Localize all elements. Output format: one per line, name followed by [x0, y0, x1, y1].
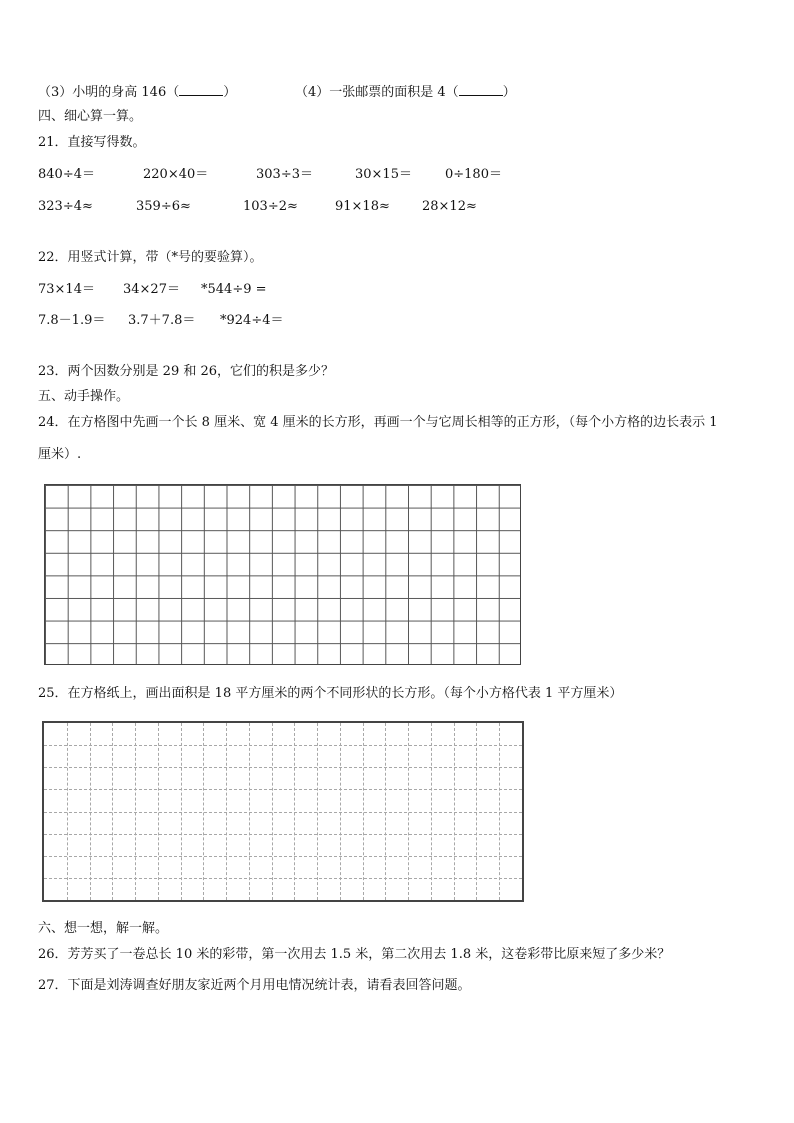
q21-r2-c5: 28×12≈: [422, 199, 477, 214]
grid-line-horizontal: [44, 767, 522, 768]
q21-r1-c3: 303÷3＝: [256, 167, 313, 182]
q25-text: 25．在方格纸上，画出面积是 18 平方厘米的两个不同形状的长方形。（每个小方格代表 1 平方厘米）: [38, 686, 623, 701]
q24-line2: 厘米）.: [38, 447, 82, 462]
q21-r1-c4: 30×15＝: [355, 167, 412, 182]
q22-r1-c2: 34×27＝: [123, 282, 180, 297]
section6-heading: 六、想一想，解一解。: [38, 921, 169, 936]
q22-r1-c3: *544÷9 =: [201, 282, 267, 297]
grid-line-horizontal: [44, 745, 522, 746]
q24-grid[interactable]: [44, 484, 521, 665]
q21-r2-c3: 103÷2≈: [243, 199, 298, 214]
q4-close: ）: [502, 85, 516, 100]
q21-r1-c1: 840÷4＝: [38, 167, 95, 182]
q4-blank[interactable]: [459, 84, 503, 96]
q3-text: （3）小明的身高 146（: [38, 85, 180, 100]
q24-line1: 24．在方格图中先画一个长 8 厘米、宽 4 厘米的长方形，再画一个与它周长相等的正方形，（每个小方格的边长表示 1: [38, 415, 718, 430]
q22-r2-c2: 3.7＋7.8＝: [128, 313, 196, 328]
grid-line-horizontal: [44, 789, 522, 790]
q27-text: 27．下面是刘涛调查好朋友家近两个月用电情况统计表，请看表回答问题。: [38, 978, 471, 993]
grid-line-horizontal: [44, 812, 522, 813]
section4-heading: 四、细心算一算。: [38, 109, 143, 124]
grid-line-horizontal: [44, 878, 522, 879]
q3-blank[interactable]: [179, 84, 223, 96]
q4-text: （4）一张邮票的面积是 4（: [295, 85, 459, 100]
q3-close: ）: [223, 85, 237, 100]
grid-line-horizontal: [44, 834, 522, 835]
q21-r2-c4: 91×18≈: [335, 199, 390, 214]
q21-r2-c1: 323÷4≈: [38, 199, 93, 214]
q3-line: [38, 84, 236, 101]
q4-line: [295, 84, 516, 101]
q22-r2-c3: *924÷4＝: [220, 313, 284, 328]
grid-line-horizontal: [44, 856, 522, 857]
q21-r1-c2: 220×40＝: [143, 167, 209, 182]
q21-r1-c5: 0÷180＝: [445, 167, 502, 182]
q23-text: 23．两个因数分别是 29 和 26，它们的积是多少？: [38, 364, 335, 379]
q25-dotted-grid[interactable]: [42, 721, 524, 902]
q26-text: 26．芳芳买了一卷总长 10 米的彩带，第一次用去 1.5 米，第二次用去 1.8 米，这卷彩带比原来短了多少米？: [38, 947, 671, 962]
q21-title: 21．直接写得数。: [38, 135, 146, 150]
q22-title: 22．用竖式计算，带（*号的要验算）。: [38, 250, 263, 265]
q21-r2-c2: 359÷6≈: [136, 199, 191, 214]
section5-heading: 五、动手操作。: [38, 389, 130, 404]
q22-r2-c1: 7.8－1.9＝: [38, 313, 106, 328]
q22-r1-c1: 73×14＝: [38, 282, 95, 297]
